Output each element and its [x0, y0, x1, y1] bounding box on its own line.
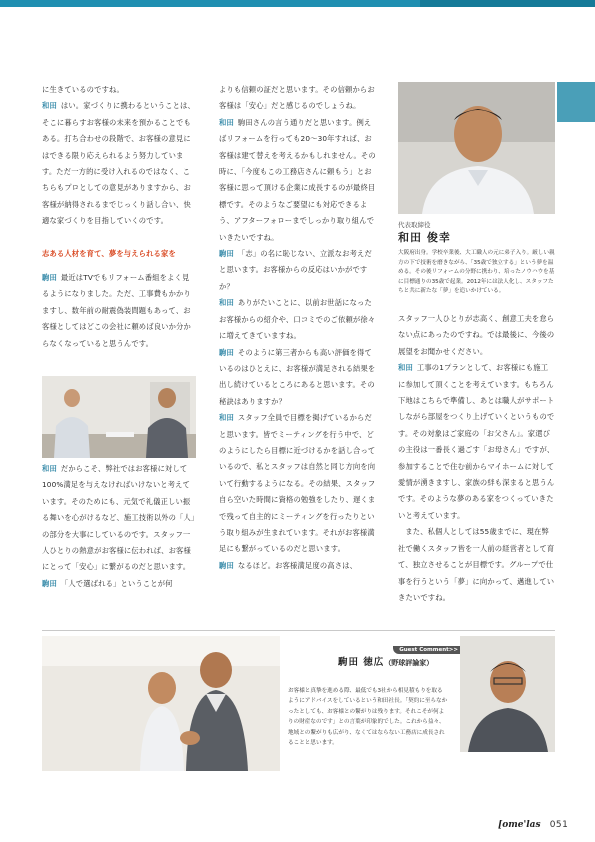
- paragraph: 駒田 「志」の名に恥じない、立派なお考えだと思います。お客様からの反応はいかがですか？: [219, 249, 372, 291]
- paragraph: 駒田 最近はTVでもリフォーム番組をよく見るようになりました。ただ、工事費もかかりますし、数年前の耐震偽装問題もあって、お客様としてはどこの会社に頼めば良いか分からなくなっていると思うんです。: [42, 273, 191, 348]
- top-accent-bar-dark: [420, 0, 595, 7]
- page-number: 051: [549, 820, 569, 830]
- speaker-label: 駒田: [219, 249, 234, 259]
- speaker-label: 和田: [219, 298, 234, 308]
- speaker-label: 和田: [219, 413, 234, 423]
- paragraph: に生きているのですね。: [42, 85, 124, 94]
- interview-photo: [42, 376, 196, 458]
- paragraph: 駒田 「人で選ばれる」ということが何: [42, 578, 173, 588]
- magazine-logo: [ome'las: [498, 820, 541, 830]
- paragraph: 駒田 そのように第三者からも高い評価を得ているのはひとえに、お客様が満足される結果を出し続けているところにあると思います。その秘訣はありますか？: [219, 347, 376, 406]
- speaker-label: 和田: [398, 363, 413, 373]
- article-column-1-continued: [42, 461, 195, 592]
- handshake-photo: [42, 636, 280, 771]
- side-index-tab: [557, 82, 595, 122]
- section-divider: [42, 630, 555, 631]
- article-column-2: [219, 82, 377, 574]
- speaker-label: 和田: [219, 117, 234, 127]
- profile-bio: 大阪府出身。学校卒業後、大工職人の元に弟子入り。厳しい親方の下で技術を磨きながら、「35歳で独立する」という夢を温める。その後リフォームの分野に携わり、培ったノウハウを基に目標通りの35歳で起業。2012年には法人化し、スタッフたちと共に新たな「夢」を追いかけている。: [398, 250, 555, 295]
- speaker-label: 駒田: [219, 560, 234, 570]
- guest-title: （野球評論家）: [384, 659, 434, 667]
- footer: [498, 812, 568, 831]
- profile-block: [398, 220, 555, 297]
- section-heading: 志ある人材を育て、夢を与えられる家を: [42, 248, 176, 258]
- guest-name-block: [338, 650, 458, 669]
- speaker-label: 駒田: [219, 347, 234, 357]
- speaker-label: 和田: [42, 101, 57, 111]
- paragraph: 和田 ありがたいことに、以前お世話になったお客様からの紹介や、口コミでのご依頼が徐々に増えてきていますね。: [219, 298, 376, 341]
- paragraph: よりも信頼の証だと思います。その信頼からお客様は「安心」だと感じるのでしょうね。: [219, 85, 375, 111]
- guest-comment-text: お客様と真摯を進める際、最低でも3社から相見積もりを取るようにアドバイスをしているという和田社長。「契約に至らなかったとしても、お客様との繋がりは残ります。それこそが何よりの財産なのです」との言葉が印象的でした。これから益々、地域との繋がりも広がり、なくてはならない工務店に成長されることと思います。: [288, 688, 448, 747]
- article-column-3: [398, 311, 555, 606]
- paragraph: また、私個人としては55歳までに、現在弊社で働くスタッフ皆を一人前の経営者として育て、独立させることが目標です。グループで仕事を行うという「夢」に向かって、邁進していきたいですね。: [398, 527, 555, 602]
- article-column-1: [42, 82, 195, 352]
- profile-name: 和田 俊幸: [398, 231, 451, 244]
- speaker-label: 和田: [42, 464, 57, 473]
- speaker-label: 駒田: [42, 273, 57, 283]
- speaker-label: 駒田: [42, 578, 57, 588]
- profile-role: 代表取締役: [398, 221, 431, 229]
- paragraph: 和田 はい。家づくりに携わるということは、そこに暮らすお客様の未来を預かることでもある。打ち合わせの段階で、お客様の意見にはできる限り応えられるよう努力しています。ただ一方的に受け入れるのではなく、こちらもプロとしての意見がありますから、お客様が納得されるまでじっくり話し合い、快適な家づくりを目指していくのです。: [42, 101, 195, 226]
- paragraph: 和田 スタッフ全員で目標を掲げているからだと思います。皆でミーティングを行う中で、どのようにしたら目標に近づけるかを話し合っているので、私とスタッフは自然と同じ方向を向いて行動するようになる。その結果、スタッフ自ら空いた時間に資格の勉強をしたり、遅くまで残って自主的にミーティングを行ったりという取り組みが生まれています。それがお客様満足にも繋がっているのだと思います。: [219, 413, 376, 554]
- paragraph: 和田 工事の1プランとして、お客様にも施工に参加して頂くことを考えています。もちろん下地はこちらで準備し、あとは職人がサポートしながら部屋をつくり上げていくというものです。その対象はご家庭の「お父さん」。家還びの主役は一番長く過ごす「お母さん」ですが、参加することで住む前からマイホームに対して愛情が湧きますし、家族の絆も深まると思うんです。そのような夢のある家をつくっていきたいと考えています。: [398, 363, 555, 520]
- guest-comment-tag: Guest Comment>>: [393, 646, 464, 654]
- paragraph: 和田 だからこそ、弊社ではお客様に対して100%満足を与えなければいけないと考えています。そのためにも、元気で礼儀正しい振る舞いを心がけるなど、施工技術以外の「人」の部分を大事にしているのです。スタッフ一人ひとりの熱意がお客様に伝われば、お客様にとって「安心」に繋がるのだと思います。: [42, 464, 195, 572]
- paragraph: 和田 駒田さんの言う通りだと思います。例えばリフォームを行っても20〜30年すれば、お客様は建て替えを考えるかもしれません。その時に、「今度もこの工務店さんに頼もう」とお客様に思って頂ける企業に成長するのが最終目標です。そのようなご要望にも対応できるよう、アフターフォローまでしっかり取り組んでいきたいですね。: [219, 117, 376, 242]
- paragraph: 駒田 なるほど。お客様満足度の高さは、: [219, 560, 358, 570]
- paragraph: スタッフ一人ひとりが志高く、創意工夫を怠らない点にあったのですね。では最後に、今後の展望をお聞かせください。: [398, 314, 555, 356]
- guest-name: 駒田 徳広: [338, 657, 385, 668]
- portrait-photo-wada: [398, 82, 555, 214]
- portrait-photo-komada: [460, 636, 555, 752]
